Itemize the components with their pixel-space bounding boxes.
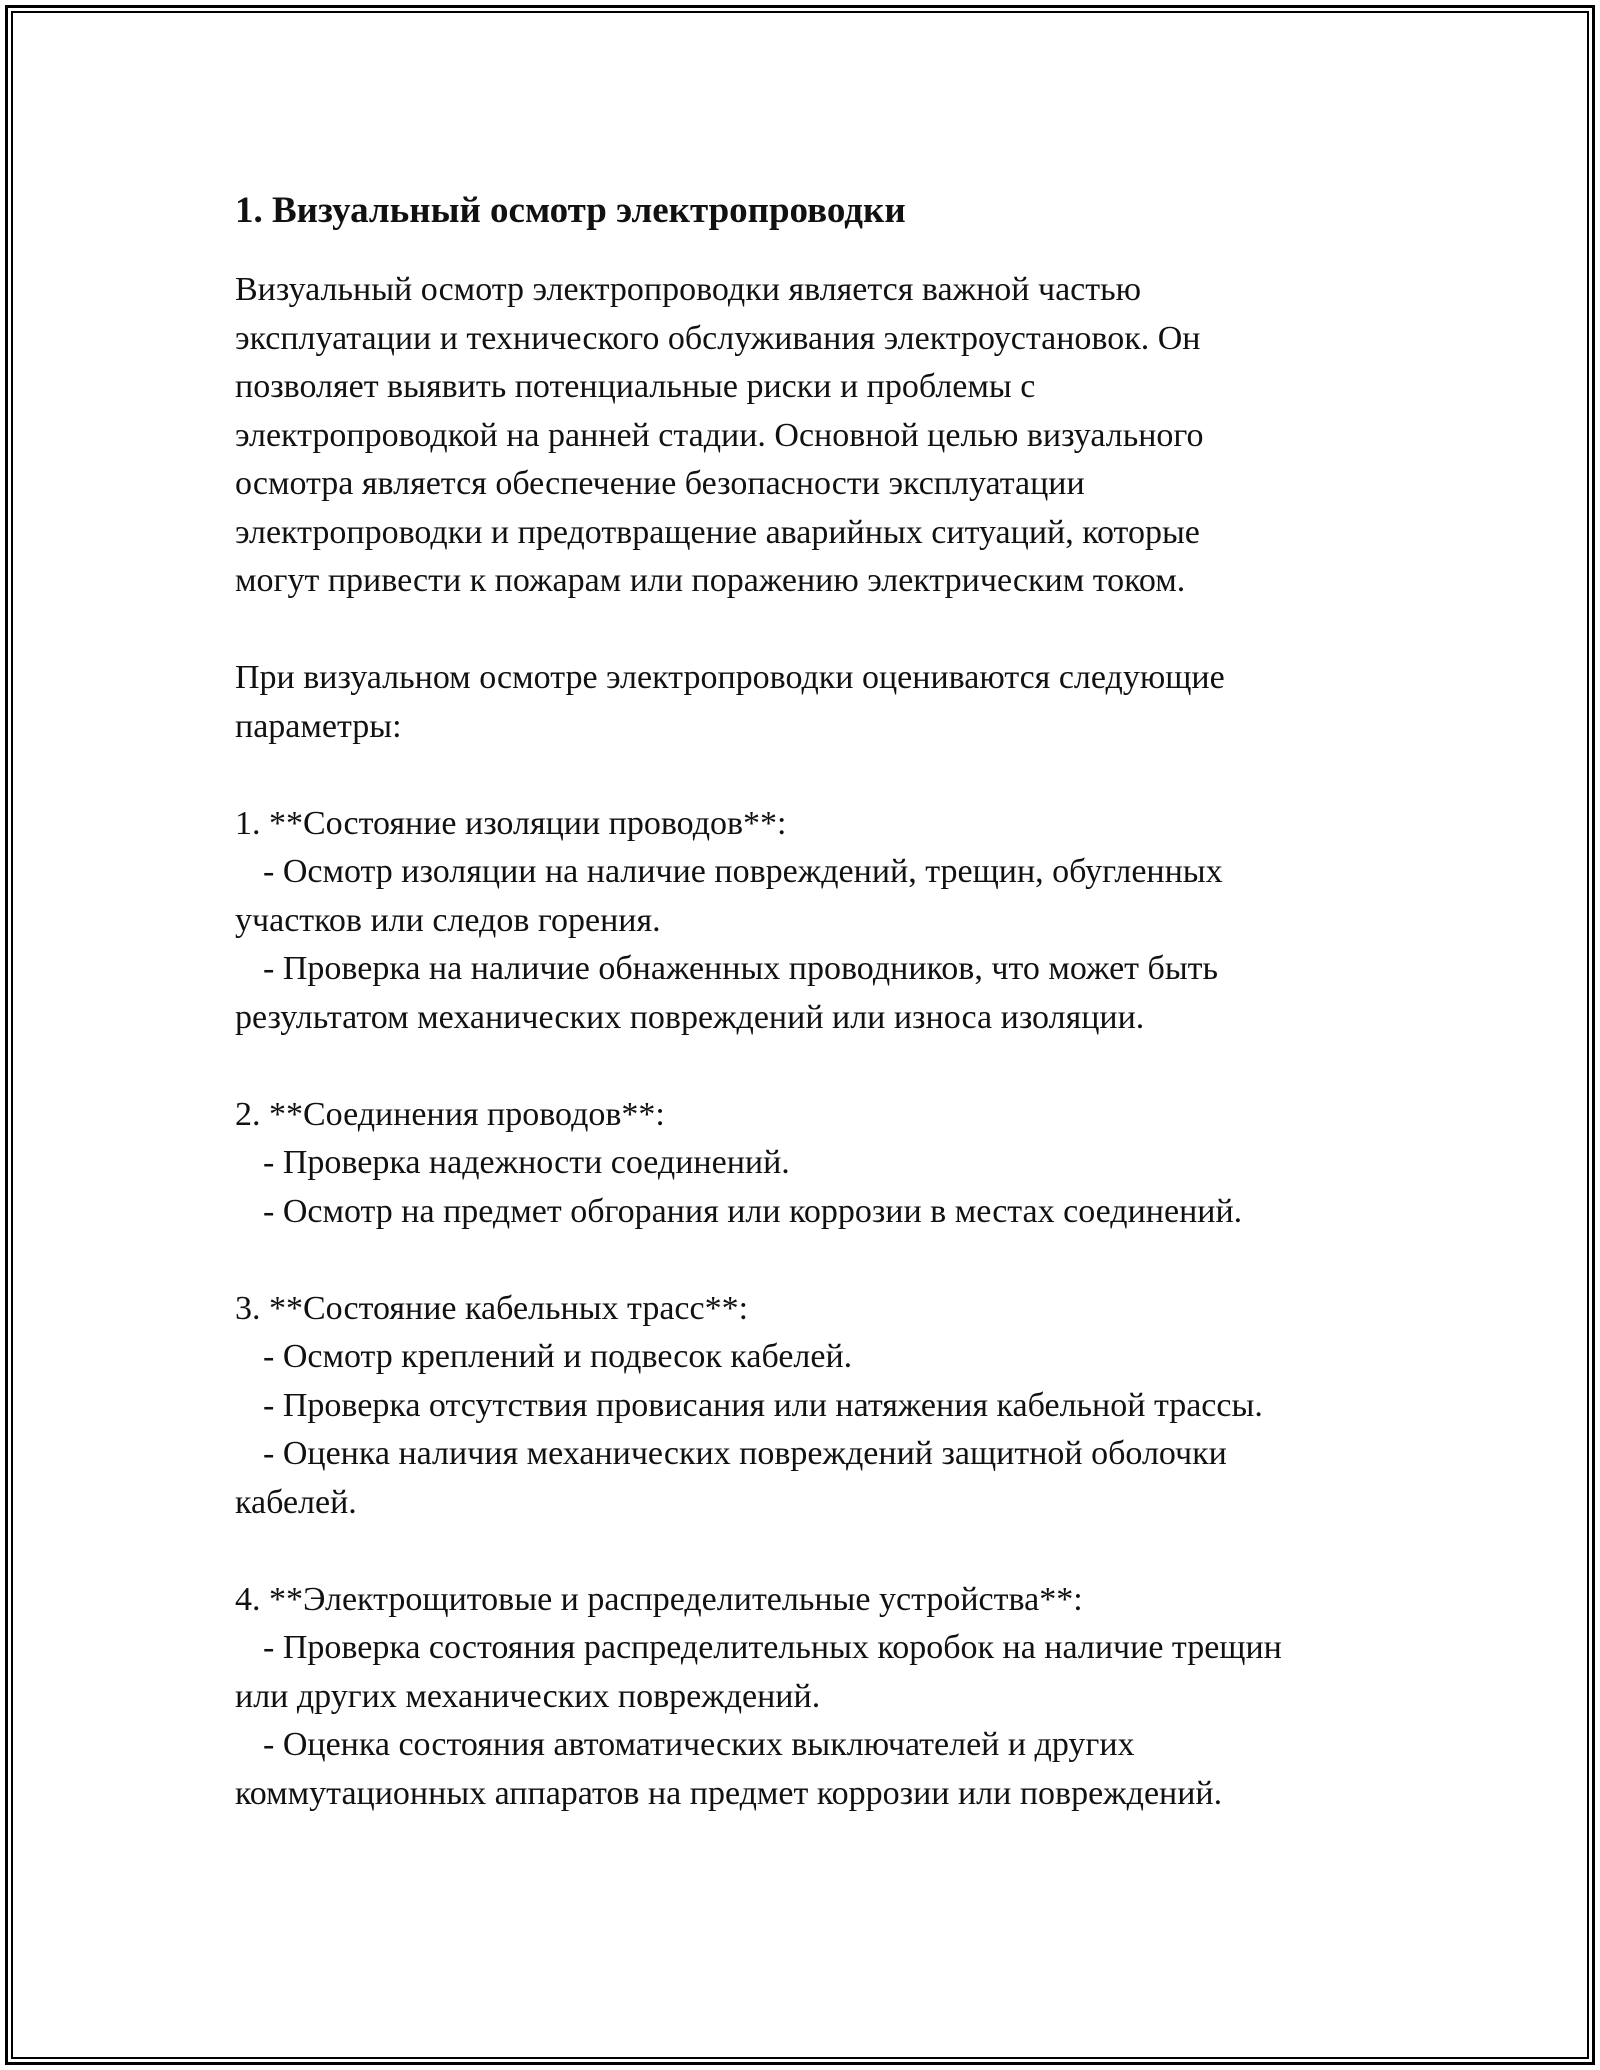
sub-item-line: участков или следов горения.: [235, 901, 661, 939]
sub-item-line: - Проверка состояния распределительных коробок на наличие трещин: [263, 1629, 1282, 1666]
document-body: [235, 186, 1395, 1818]
list-item-heading: 3. **Состояние кабельных трасс**:: [235, 1289, 749, 1327]
sub-item-line: - Оценка состояния автоматических выключателей и других: [263, 1726, 1135, 1763]
paragraph-gap: [235, 1527, 1395, 1576]
intro-line: осмотра является обеспечение безопасности эксплуатации: [235, 465, 1085, 502]
sub-item-line: - Осмотр на предмет обгорания или коррозии в местах соединений.: [263, 1192, 1243, 1230]
sub-item-line: - Осмотр креплений и подвесок кабелей.: [263, 1338, 853, 1375]
intro-line: электропроводки и предотвращение аварийных ситуаций, которые: [235, 513, 1200, 551]
paragraph-gap: [235, 1236, 1395, 1285]
intro-line: позволяет выявить потенциальные риски и проблемы с: [235, 368, 1036, 405]
list-item: [235, 1576, 1395, 1819]
intro-line: Визуальный осмотр электропроводки является важной частью: [235, 271, 1142, 308]
intro-line: эксплуатации и технического обслуживания электроустановок. Он: [235, 319, 1201, 357]
intro-line: могут привести к пожарам или поражению электрическим током.: [235, 562, 1186, 599]
sub-item-line: кабелей.: [235, 1483, 357, 1521]
sub-item-line: или других механических повреждений.: [235, 1677, 821, 1715]
list-item: [235, 1091, 1395, 1237]
list-item-heading: 1. **Состояние изоляции проводов**:: [235, 804, 787, 842]
paragraph-gap: [235, 606, 1395, 655]
sub-item-line: - Проверка на наличие обнаженных проводников, что может быть: [263, 950, 1219, 987]
list-item: [235, 800, 1395, 1043]
sub-item-line: - Осмотр изоляции на наличие повреждений, трещин, обугленных: [263, 853, 1223, 890]
sub-item-line: результатом механических повреждений или износа изоляции.: [235, 998, 1145, 1036]
intro-line: электропроводкой на ранней стадии. Основной целью визуального: [235, 416, 1204, 454]
params-paragraph: [235, 654, 1395, 751]
paragraph-gap: [235, 751, 1395, 800]
list-item: [235, 1285, 1395, 1528]
section-title: 1. Визуальный осмотр электропроводки: [235, 190, 906, 231]
sub-item-line: коммутационных аппаратов на предмет коррозии или повреждений.: [235, 1774, 1223, 1812]
sub-item-line: - Проверка отсутствия провисания или натяжения кабельной трассы.: [263, 1386, 1263, 1424]
sub-item-line: - Проверка надежности соединений.: [263, 1144, 790, 1181]
intro-paragraph: [235, 266, 1395, 606]
params-line: параметры:: [235, 707, 402, 745]
paragraph-gap: [235, 1042, 1395, 1091]
list-item-heading: 4. **Электрощитовые и распределительные устройства**:: [235, 1580, 1083, 1618]
list-item-heading: 2. **Соединения проводов**:: [235, 1095, 665, 1133]
sub-item-line: - Оценка наличия механических повреждений защитной оболочки: [263, 1435, 1227, 1472]
params-line: При визуальном осмотре электропроводки оцениваются следующие: [235, 659, 1225, 696]
